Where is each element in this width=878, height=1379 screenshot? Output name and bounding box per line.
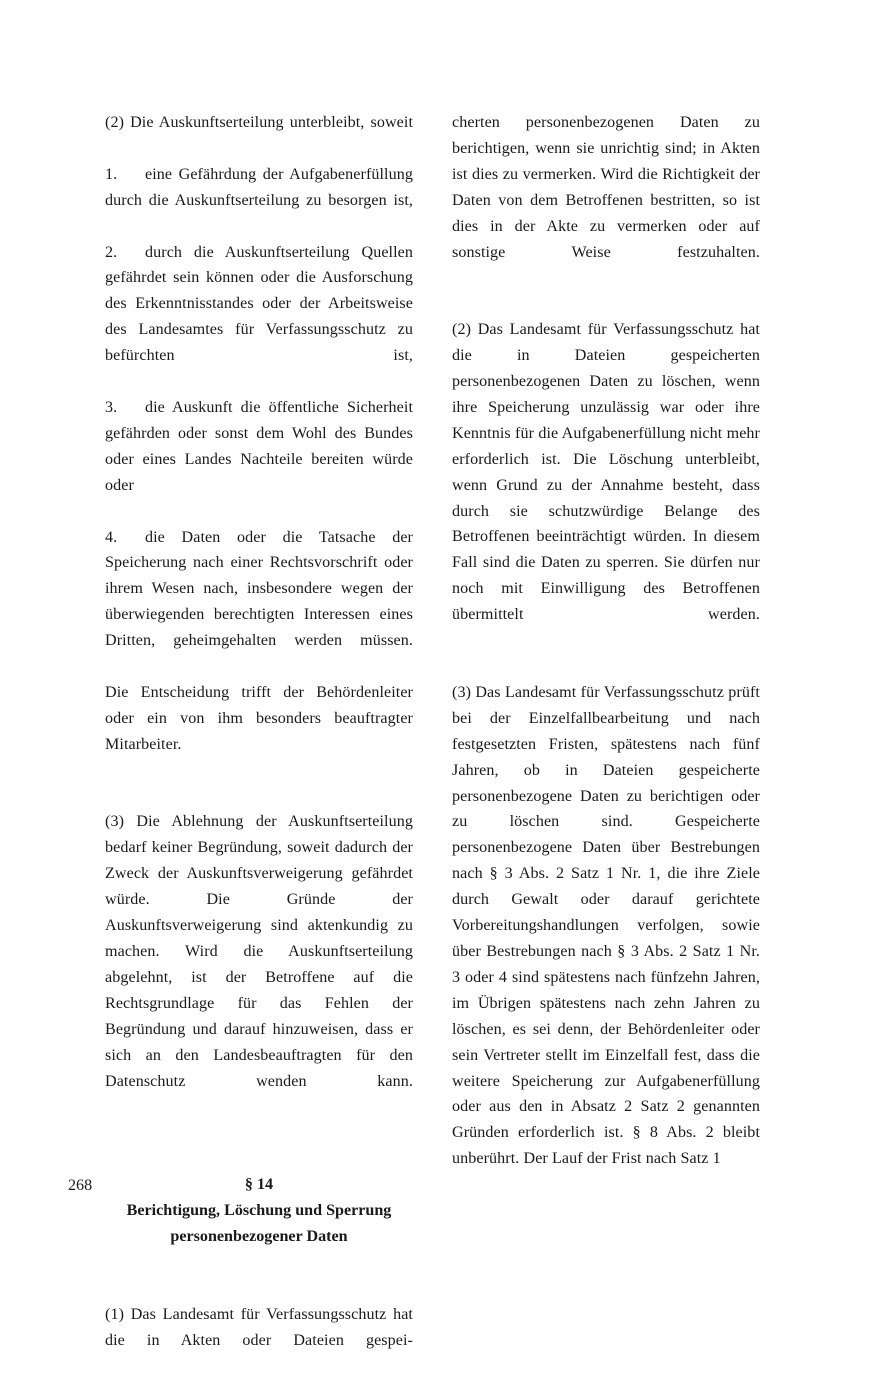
paragraph-abs-1-section-14: (1) Das Landesamt für Verfassungsschutz hat die in Akten oder Dateien gespei-: [105, 1305, 413, 1349]
paragraph-abs-1-continuation: cherten personenbezogenen Daten zu berichtigen, wenn sie unrichtig sind; in Akten ist dies zu vermerken. Wird die Richtigkeit der Daten von dem Betroffenen bestritten, so ist dies in der Akte zu vermerken oder auf sonstige Weise festzuhalten.: [452, 114, 760, 261]
right-column: [452, 110, 760, 1172]
heading-spacer-bottom-2: [105, 1276, 413, 1302]
list-item-4: [105, 525, 413, 680]
heading-spacer-top-2: [105, 1146, 413, 1172]
section-number-heading: § 14: [244, 1176, 274, 1194]
left-column: [105, 110, 413, 1379]
page-number: 268: [68, 1177, 93, 1194]
list-item-3-text: die Auskunft die öffentliche Sicherheit gefährden oder sonst dem Wohl des Bundes oder eines Landes Nachteile bereiten würde oder: [105, 398, 413, 494]
list-item-3-number: 3.: [105, 398, 118, 416]
section-title-line-2: personenbezogener Daten: [170, 1227, 348, 1245]
paragraph-decision-authority: Die Entscheidung trifft der Behördenleiter oder ein von ihm besonders beauftragter Mitarbeiter.: [105, 683, 413, 753]
right-paragraph-spacer-2: [452, 654, 760, 680]
paragraph-abs-3: (3) Die Ablehnung der Auskunftserteilung bedarf keiner Begründung, soweit dadurch der Zweck der Auskunftsverweigerung gefährdet würde. Die Gründe der Auskunftsverweigerung sind aktenkundig zu machen. Wird die Auskunftserteilung abgelehnt, ist der Betroffene auf die Rechtsgrundlage für das Fehlen der Begründung und darauf hinzuweisen, dass er sich an den Landesbeauftragten für den Datenschutz wenden kann.: [105, 813, 413, 1090]
list-item-3: [105, 395, 413, 525]
paragraph-abs-3-section-14: (3) Das Landesamt für Verfassungsschutz prüft bei der Einzelfallbearbeitung und nach festgesetzten Fristen, spätestens nach fünf Jahren, ob in Dateien gespeicherte personenbezogene Daten zu berichtigen oder zu löschen sind. Gespeicherte personenbezogene Daten über Bestrebungen nach § 3 Abs. 2 Satz 1 Nr. 1, die ihre Ziele durch Gewalt oder darauf gerichtete Vorbereitungshandlungen verfolgen, sowie über Bestrebungen nach § 3 Abs. 2 Satz 1 Nr. 3 oder 4 sind spätestens nach fünfzehn Jahren, im Übrigen spätestens nach zehn Jahren zu löschen, es sei denn, der Behördenleiter oder sein Vertreter stellt im Einzelfall fest, dass die weitere Speicherung zur Aufgabenerfüllung oder aus den in Absatz 2 Satz 2 genannten Gründen erforderlich ist. § 8 Abs. 2 bleibt unberührt. Der Lauf der Frist nach Satz 1: [452, 683, 760, 1168]
list-item-2-text: durch die Auskunftserteilung Quellen gefährdet sein können oder die Ausforschung des Erkenntnisstandes oder der Arbeitsweise des Landesamtes für Verfassungsschutz zu befürchten ist,: [105, 243, 413, 365]
list-item-1-text: eine Gefährdung der Aufgabenerfüllung durch die Auskunftserteilung zu besorgen ist,: [105, 165, 413, 209]
heading-spacer-top: [105, 1120, 413, 1146]
list-item-1-number: 1.: [105, 165, 118, 183]
list-item-1: [105, 162, 413, 240]
list-item-4-text: die Daten oder die Tatsache der Speicherung nach einer Rechtsvorschrift oder ihrem Wesen nach, insbesondere wegen der überwiegenden berechtigten Interessen eines Dritten, geheimgehalten werden müssen.: [105, 528, 413, 650]
list-item-2-number: 2.: [105, 243, 118, 261]
section-title-line-1: Berichtigung, Löschung und Sperrung: [126, 1202, 392, 1220]
list-item-4-number: 4.: [105, 528, 118, 546]
paragraph-spacer: [105, 784, 413, 810]
paragraph-abs-2-section-14: (2) Das Landesamt für Verfassungsschutz hat die in Dateien gespeicherten personenbezogenen Daten zu löschen, wenn ihre Speicherung unzulässig war oder ihre Kenntnis für die Aufgabenerfüllung nicht mehr erforderlich ist. Die Löschung unterbleibt, wenn Grund zu der Annahme besteht, dass durch sie schutzwürdige Belange des Betroffenen beeinträchtigt würden. In diesem Fall sind die Daten zu sperren. Sie dürfen nur noch mit Einwilligung des Betroffenen übermittelt werden.: [452, 321, 760, 624]
list-item-2: [105, 240, 413, 395]
right-paragraph-spacer-1: [452, 291, 760, 317]
heading-spacer-bottom: [105, 1250, 413, 1276]
paragraph-abs-2-intro: (2) Die Auskunftserteilung unterbleibt, soweit: [105, 114, 413, 131]
